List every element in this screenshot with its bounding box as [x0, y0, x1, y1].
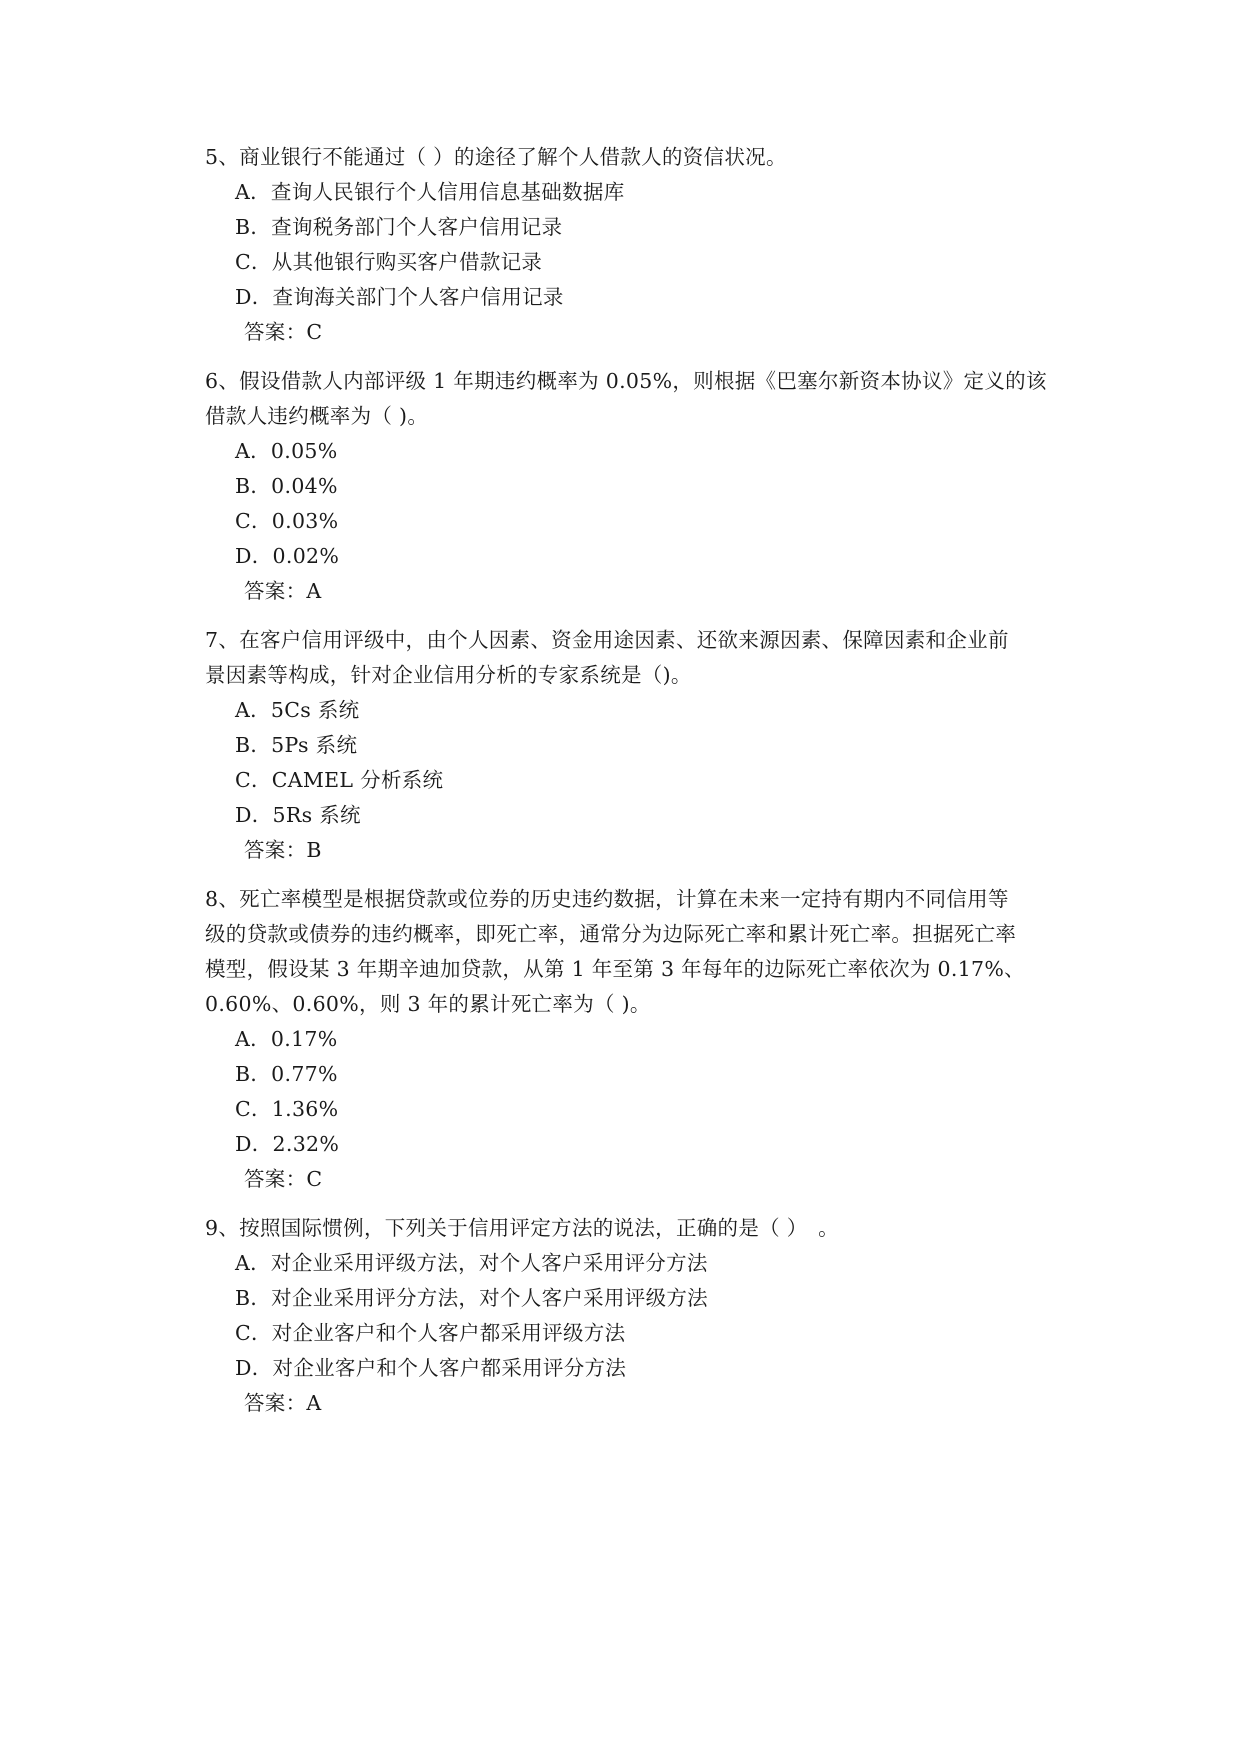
question-8-option-a: A．0.17% — [235, 1027, 338, 1051]
question-9-answer: 答案：A — [244, 1391, 322, 1415]
question-6-option-b: B．0.04% — [235, 474, 338, 498]
question-9-text-line-1: 9、按照国际惯例，下列关于信用评定方法的说法，正确的是（ ） 。 — [205, 1216, 839, 1240]
question-7-option-a: A．5Cs 系统 — [235, 698, 360, 722]
question-7-text-line-2: 景因素等构成，针对企业信用分析的专家系统是（)。 — [205, 663, 692, 687]
question-9-option-d: D．对企业客户和个人客户都采用评分方法 — [235, 1356, 627, 1380]
question-6-text-line-1: 6、假设借款人内部评级 1 年期违约概率为 0.05%，则根据《巴塞尔新资本协议》定义的该 — [205, 369, 1047, 393]
question-6-answer: 答案：A — [244, 579, 322, 603]
question-7-option-b: B．5Ps 系统 — [235, 733, 358, 757]
question-9-option-b: B．对企业采用评分方法，对个人客户采用评级方法 — [235, 1286, 708, 1310]
question-5-option-d: D．查询海关部门个人客户信用记录 — [235, 285, 564, 309]
question-8-text-line-3: 模型，假设某 3 年期辛迪加贷款，从第 1 年至第 3 年每年的边际死亡率依次为 0.17%、 — [205, 957, 1025, 981]
question-7-option-d: D．5Rs 系统 — [235, 803, 361, 827]
question-7-option-c: C．CAMEL 分析系统 — [235, 768, 444, 792]
question-8-answer: 答案：C — [244, 1167, 323, 1191]
question-5-text-line-1: 5、商业银行不能通过（ ）的途径了解个人借款人的资信状况。 — [205, 145, 787, 169]
question-5-answer: 答案：C — [244, 320, 323, 344]
question-9-option-c: C．对企业客户和个人客户都采用评级方法 — [235, 1321, 626, 1345]
question-8-option-c: C．1.36% — [235, 1097, 339, 1121]
question-8-text-line-2: 级的贷款或债券的违约概率，即死亡率，通常分为边际死亡率和累计死亡率。担据死亡率 — [205, 922, 1017, 946]
question-7-text-line-1: 7、在客户信用评级中，由个人因素、资金用途因素、还欲来源因素、保障因素和企业前 — [205, 628, 1009, 652]
question-8-text-line-4: 0.60%、0.60%，则 3 年的累计死亡率为（ )。 — [205, 992, 651, 1016]
question-7-answer: 答案：B — [244, 838, 322, 862]
question-6-option-a: A．0.05% — [235, 439, 338, 463]
question-8-option-b: B．0.77% — [235, 1062, 338, 1086]
question-5-option-b: B．查询税务部门个人客户信用记录 — [235, 215, 563, 239]
question-8-option-d: D．2.32% — [235, 1132, 340, 1156]
question-6-text-line-2: 借款人违约概率为（ )。 — [205, 404, 429, 428]
question-8-text-line-1: 8、死亡率模型是根据贷款或位券的历史违约数据，计算在未来一定持有期内不同信用等 — [205, 887, 1009, 911]
question-5-option-a: A．查询人民银行个人信用信息基础数据库 — [235, 180, 625, 204]
question-6-option-c: C．0.03% — [235, 509, 339, 533]
question-9-option-a: A．对企业采用评级方法，对个人客户采用评分方法 — [235, 1251, 708, 1275]
question-6-option-d: D．0.02% — [235, 544, 340, 568]
question-5-option-c: C．从其他银行购买客户借款记录 — [235, 250, 543, 274]
